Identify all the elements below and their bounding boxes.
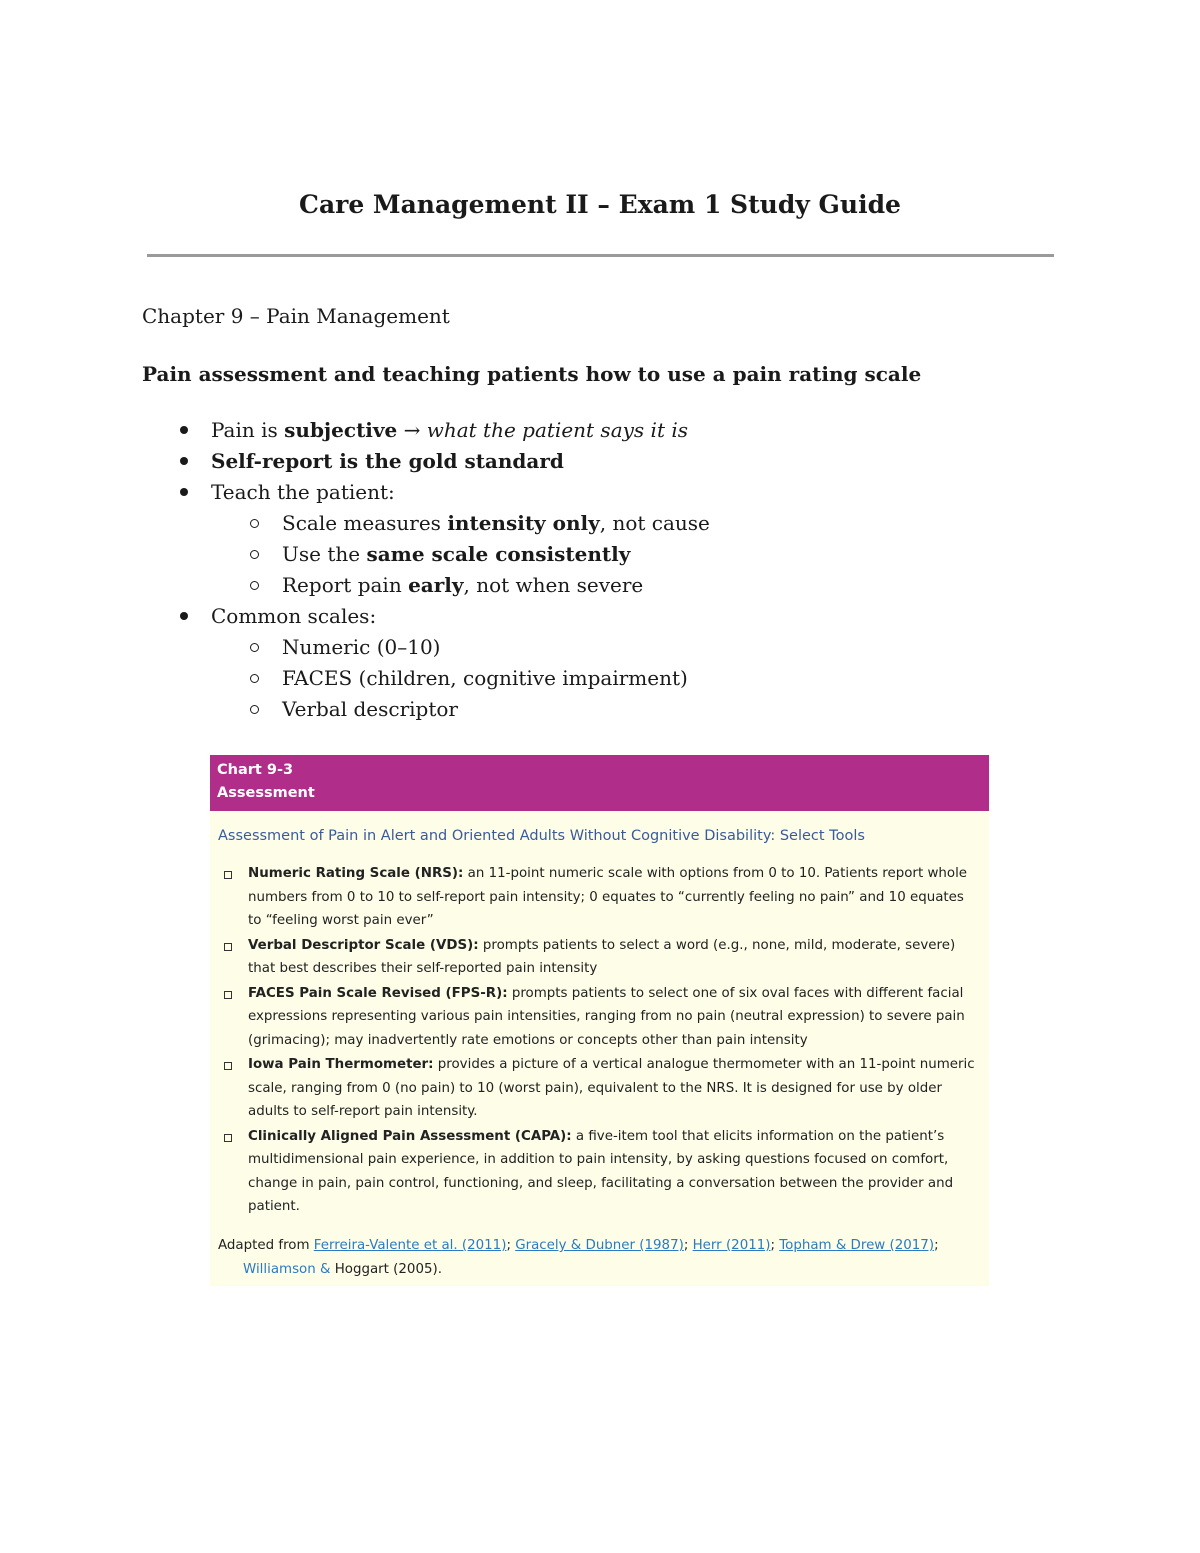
arrow-icon: → [397,417,427,442]
tool-description: provides a picture of a vertical analogue thermometer with an 11-point numeric scale, ranging from 0 (no pain) to 10 (worst pain), equivalent to the NRS. It is designed for use by older adults to self-report pain intensity. [248,1057,975,1119]
chart-label: Chart 9-3 [217,762,294,778]
list-item [142,414,710,445]
source-separator: ; [770,1238,780,1253]
bullet-icon [178,484,190,500]
tool-term: Numeric Rating Scale (NRS): [248,866,464,881]
bullet-bold-text: early [408,572,464,597]
list-item [142,445,710,476]
tool-item [221,934,976,981]
sub-list-item [142,662,710,693]
sub-list-item [142,507,710,538]
hollow-bullet-icon [248,638,260,656]
hollow-bullet-icon [248,514,260,532]
chart-source [218,1234,978,1282]
bullet-list [142,414,710,724]
tool-term: Verbal Descriptor Scale (VDS): [248,937,479,953]
chart-subtitle: Assessment of Pain in Alert and Oriented Adults Without Cognitive Disability: Select Tools [218,828,865,844]
tool-description: an 11-point numeric scale with options from 0 to 10. Patients report whole numbers from 0 to 10 to self-report pain intensity; 0 equates to “currently feeling no pain” and 10 equates to “feeling worst pain ever” [248,866,968,928]
horizontal-rule [147,254,1054,257]
source-separator: ; [683,1238,693,1253]
square-bullet-icon [224,1134,232,1142]
tool-term: FACES Pain Scale Revised (FPS-R): [248,985,508,1001]
tool-item [221,982,976,1053]
sub-list-item [142,631,710,662]
bullet-text: Numeric (0–10) [282,634,441,659]
bullet-icon [178,453,190,469]
source-separator: ; [506,1238,516,1253]
hollow-bullet-icon [248,669,260,687]
reference-link[interactable]: Herr (2011) [692,1238,771,1253]
square-bullet-icon [224,991,232,999]
bullet-text: Report pain [282,572,409,597]
reference-link[interactable]: Topham & Drew (2017) [779,1238,935,1253]
tool-item [221,862,976,933]
bullet-bold-text: subjective [284,417,398,442]
list-item [142,476,710,507]
chart-header [210,755,989,811]
square-bullet-icon [224,871,232,879]
reference-link[interactable]: Gracely & Dubner (1987) [515,1238,684,1253]
list-item [142,600,710,631]
bullet-text: Use the [282,541,367,566]
reference-link[interactable]: Ferreira-Valente et al. (2011) [313,1238,507,1253]
reference-link[interactable]: Williamson & [243,1262,335,1277]
source-separator: ; [934,1238,939,1253]
bullet-bold-text: Self-report is the gold standard [211,448,564,473]
bullet-text: , not cause [599,510,710,535]
bullet-icon [178,422,190,438]
tool-item [221,1053,976,1124]
tool-item [221,1125,976,1219]
tool-description: prompts patients to select a word (e.g., none, mild, moderate, severe) that best describes their self-reported pain intensity [248,937,956,976]
source-prefix: Adapted from [218,1238,314,1253]
bullet-text: Scale measures [282,510,448,535]
section-heading: Pain assessment and teaching patients how to use a pain rating scale [142,362,922,386]
tool-description: prompts patients to select one of six oval faces with different facial expressions representing various pain intensities, ranging from no pain (neutral expression) to severe pain (grimacing); may inadvertently rate emotions or concepts other than pain intensity [248,985,965,1048]
bullet-text: Teach the patient: [211,479,395,504]
tool-term: Iowa Pain Thermometer: [248,1057,434,1072]
chapter-heading: Chapter 9 – Pain Management [142,304,450,328]
tool-description: a five-item tool that elicits information on the patient’s multidimensional pain experience, in addition to pain intensity, by asking questions focused on comfort, change in pain, pain control, functioning, and sleep, facilitating a conversation between the provider and patient. [248,1128,954,1214]
bullet-bold-text: same scale consistently [366,541,631,566]
hollow-bullet-icon [248,545,260,563]
document-title: Care Management II – Exam 1 Study Guide [299,190,901,219]
bullet-icon [178,608,190,624]
source-text: Hoggart (2005). [334,1262,442,1277]
sub-list-item [142,569,710,600]
hollow-bullet-icon [248,576,260,594]
bullet-text: Pain is [211,417,285,442]
chart-tool-list [221,862,976,1220]
bullet-bold-text: intensity only [447,510,600,535]
chart-category: Assessment [217,785,315,801]
bullet-text: FACES (children, cognitive impairment) [282,665,688,690]
sub-list-item [142,538,710,569]
square-bullet-icon [224,943,232,951]
sub-list-item [142,693,710,724]
assessment-chart-box [210,755,989,1286]
hollow-bullet-icon [248,700,260,718]
square-bullet-icon [224,1062,232,1070]
bullet-italic-text: what the patient says it is [426,417,688,442]
tool-term: Clinically Aligned Pain Assessment (CAPA): [248,1128,572,1144]
bullet-text: , not when severe [463,572,644,597]
bullet-text: Verbal descriptor [282,696,458,721]
bullet-text: Common scales: [211,603,377,628]
